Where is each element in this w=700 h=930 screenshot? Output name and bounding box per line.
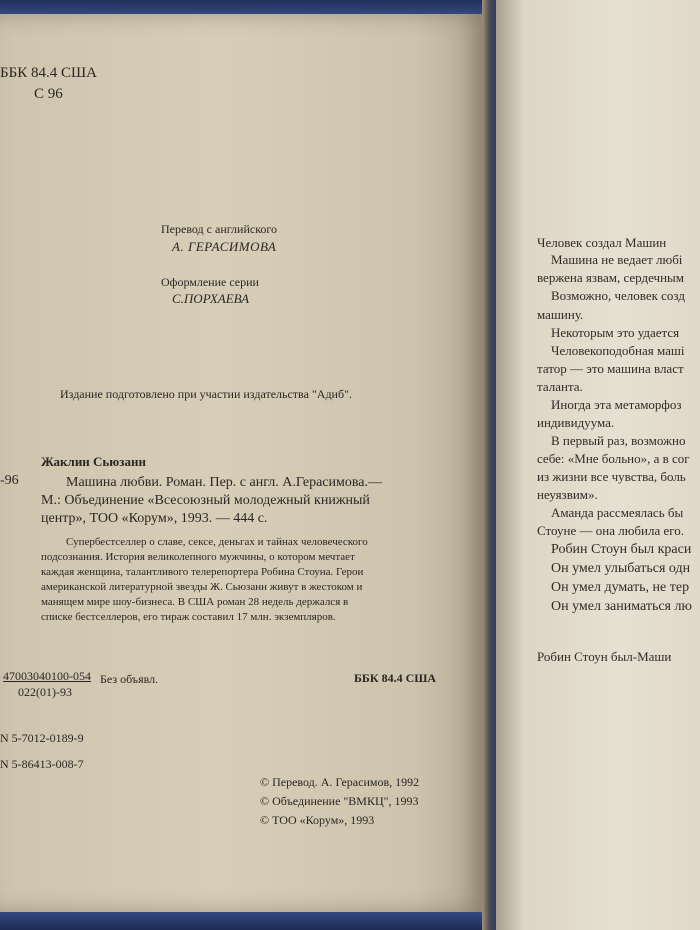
right-line-6: Некоторым это удается bbox=[551, 325, 680, 340]
right-line-13: себе: «Мне больно», а в сог bbox=[537, 451, 690, 466]
publication-note: Издание подготовлено при участии издательства "Адиб". bbox=[60, 387, 352, 401]
annotation-line-1: Супербестселлер о славе, сексе, деньгах и тайнах человеческого bbox=[66, 536, 368, 548]
translation-label: Перевод с английского bbox=[161, 222, 278, 236]
right-line-3: вержена язвам, сердечным bbox=[537, 270, 685, 285]
right-line-14: из жизни все чувства, боль bbox=[537, 469, 686, 484]
right-line-2: Машина не ведает любі bbox=[551, 252, 683, 267]
right-line-10: Иногда эта метаморфоз bbox=[551, 397, 682, 412]
right-line-7: Человекоподобная маші bbox=[551, 343, 685, 358]
design-label: Оформление серии bbox=[161, 275, 259, 289]
right-line-8: татор — это машина власт bbox=[537, 361, 684, 376]
margin-code: -96 bbox=[0, 473, 19, 488]
copyright-2: © Объединение "ВМКЦ", 1993 bbox=[260, 794, 419, 808]
translator-name: А. ГЕРАСИМОВА bbox=[172, 239, 277, 254]
annotation-line-3: каждая женщина, талантливого телерепортера Робина Стоуна. Герои bbox=[41, 566, 364, 578]
biblio-line-3: центр», ТОО «Корум», 1993. — 444 с. bbox=[41, 511, 268, 526]
annotation-line-4: американской литературной звезды Ж. Сьюзанн живут в жестоком и bbox=[41, 581, 363, 593]
bbk-code-top: ББК 84.4 США bbox=[0, 65, 97, 81]
designer-name: С.ПОРХАЕВА bbox=[172, 291, 250, 306]
right-line-18: Робин Стоун был краси bbox=[551, 542, 692, 557]
right-line-22: Робин Стоун был-Маши bbox=[537, 649, 672, 664]
right-line-21: Он умел заниматься лю bbox=[551, 599, 692, 614]
catalog-code-top: С 96 bbox=[34, 86, 63, 102]
annotation-line-6: списке бестселлеров, его тираж составил 17 млн. экземпляров. bbox=[41, 611, 336, 623]
biblio-line-2: М.: Объединение «Всесоюзный молодежный книжный bbox=[41, 493, 370, 508]
right-line-11: индивидуума. bbox=[537, 415, 615, 430]
catalog-year: 022(01)-93 bbox=[18, 685, 72, 699]
right-line-20: Он умел думать, не тер bbox=[551, 580, 690, 595]
right-line-4: Возможно, человек созд bbox=[551, 288, 685, 303]
right-line-9: таланта. bbox=[537, 379, 583, 394]
right-line-17: Стоуне — она любила его. bbox=[537, 523, 685, 538]
right-line-15: неуязвим». bbox=[537, 487, 598, 502]
right-line-5: машину. bbox=[537, 307, 584, 322]
isbn-2: N 5-86413-008-7 bbox=[0, 757, 84, 771]
biblio-line-1: Машина любви. Роман. Пер. с англ. А.Герасимова.— bbox=[66, 475, 382, 490]
annotation-line-5: манящем мире шоу-бизнеса. В США роман 28 недель держался в bbox=[41, 596, 349, 608]
left-page bbox=[0, 14, 488, 912]
no-ad-note: Без объявл. bbox=[100, 672, 159, 686]
catalog-number: 47003040100-054 bbox=[3, 669, 91, 683]
right-page bbox=[496, 0, 700, 930]
author-name: Жаклин Сьюзанн bbox=[41, 454, 146, 469]
copyright-1: © Перевод. А. Герасимов, 1992 bbox=[260, 775, 420, 789]
bbk-code-bottom: ББК 84.4 США bbox=[354, 671, 437, 685]
copyright-3: © ТОО «Корум», 1993 bbox=[260, 813, 375, 827]
right-line-12: В первый раз, возможно bbox=[551, 433, 686, 448]
annotation-line-2: подсознания. История великолепного мужчины, о котором мечтает bbox=[41, 551, 355, 563]
right-line-19: Он умел улыбаться одн bbox=[551, 561, 691, 576]
right-line-16: Аманда рассмеялась бы bbox=[551, 505, 684, 520]
isbn-1: N 5-7012-0189-9 bbox=[0, 731, 84, 745]
right-line-1: Человек создал Машин bbox=[537, 235, 667, 250]
